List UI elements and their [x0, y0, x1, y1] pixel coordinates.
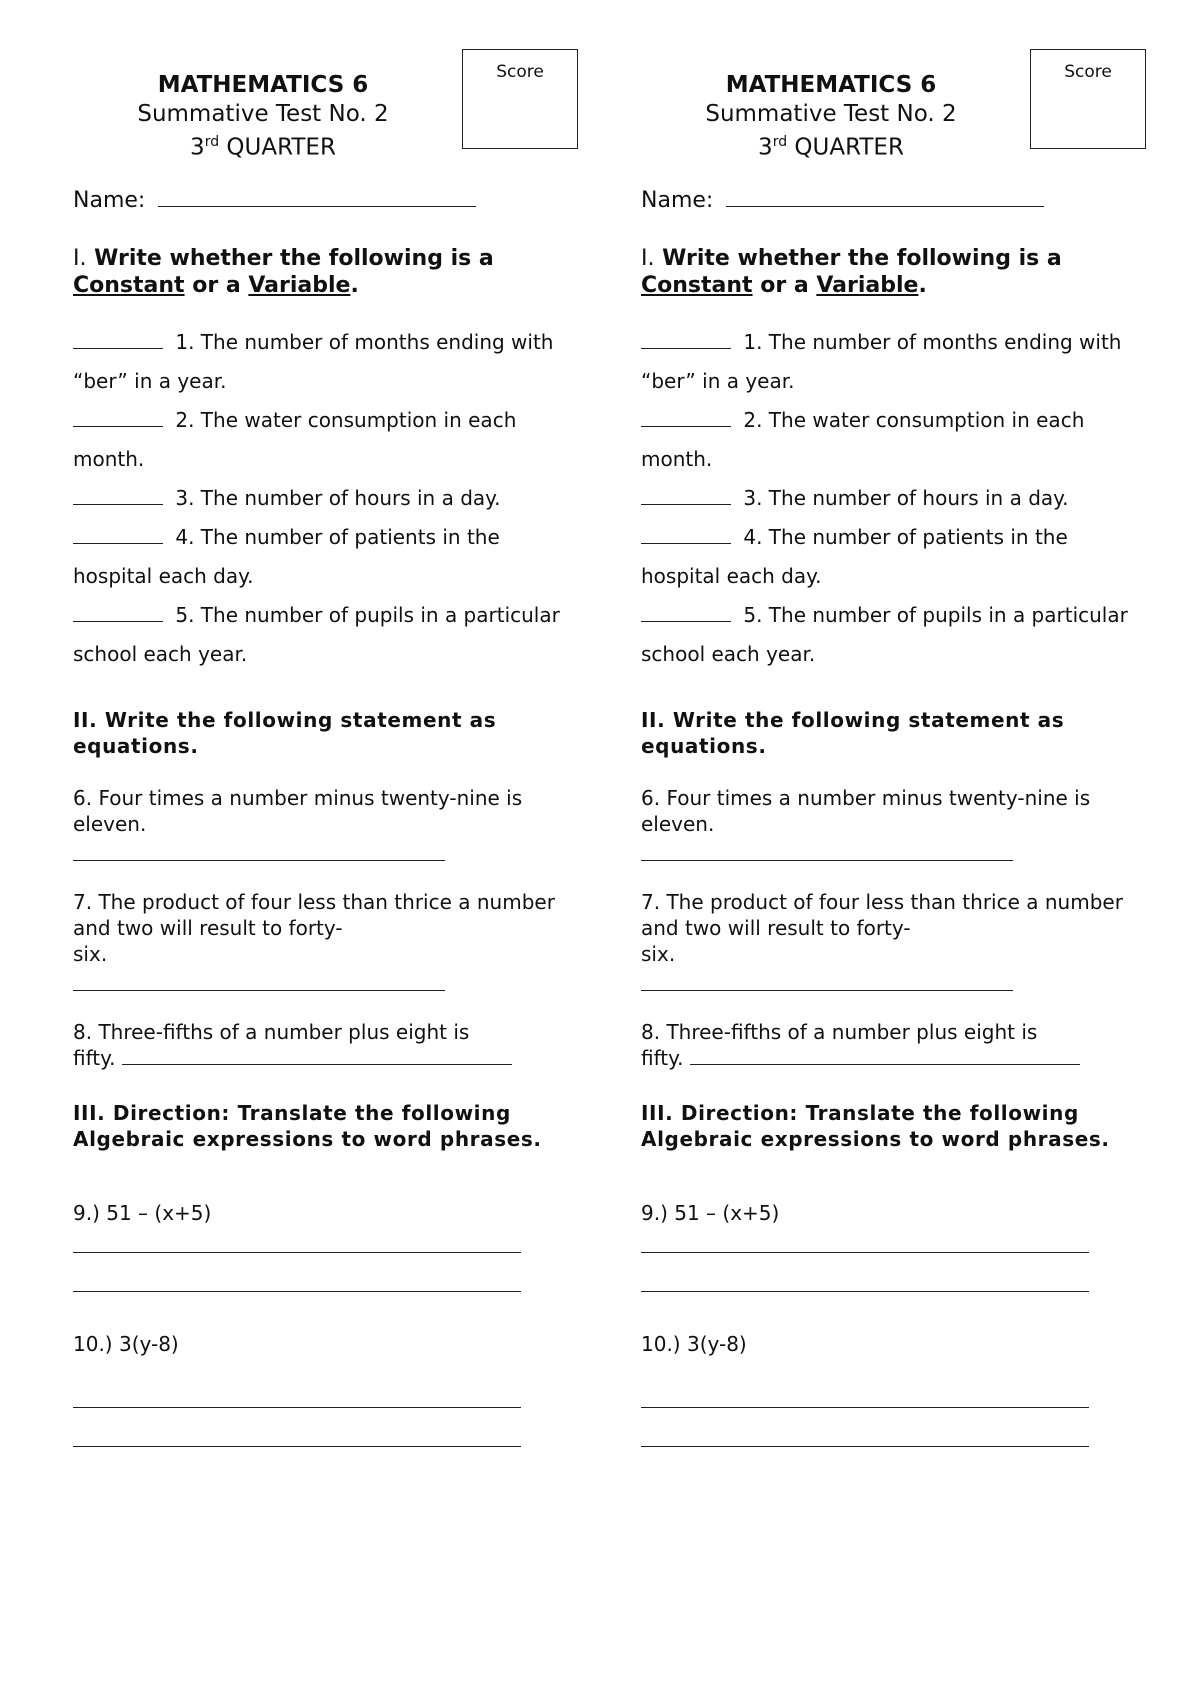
question-9: 9.) 51 – (x+5) [73, 1201, 212, 1225]
answer-line-6[interactable] [73, 860, 445, 861]
test-header [73, 70, 453, 162]
section-3-heading: III. Direction: Translate the following Algebraic expressions to word phrases. [73, 1101, 542, 1151]
list-item: 1. The number of months ending with “ber” in a year. [73, 330, 554, 393]
section-1-heading: I. Write whether the following is a Constant or a Variable. [641, 246, 1062, 298]
question-8: 8. Three-fifths of a number plus eight is fifty. [641, 1019, 1131, 1071]
test-subtitle: Summative Test No. 2 [137, 101, 389, 127]
quarter-label: 3rd QUARTER [190, 134, 336, 161]
answer-blank[interactable] [73, 408, 163, 427]
section-1-items [641, 323, 1131, 674]
list-item: 2. The water consumption in each month. [641, 408, 1085, 471]
answer-blank[interactable] [641, 525, 731, 544]
answer-line-7[interactable] [73, 990, 445, 991]
question-10: 10.) 3(y-8) [641, 1332, 747, 1356]
score-box [462, 49, 578, 149]
test-header [641, 70, 1021, 162]
list-item: 3. The number of hours in a day. [641, 479, 1131, 518]
list-item: 4. The number of patients in the hospital each day. [73, 525, 500, 588]
list-item: 1. The number of months ending with “ber” in a year. [641, 330, 1122, 393]
name-label: Name: [73, 188, 146, 213]
question-9: 9.) 51 – (x+5) [641, 1201, 780, 1225]
list-item: 3. The number of hours in a day. [73, 479, 563, 518]
test-subtitle: Summative Test No. 2 [705, 101, 957, 127]
answer-blank[interactable] [641, 408, 731, 427]
name-blank[interactable] [726, 186, 1044, 207]
section-1-heading: I. Write whether the following is a Constant or a Variable. [73, 246, 494, 298]
list-item: 5. The number of pupils in a particular school each year. [641, 603, 1128, 666]
section-3-heading: III. Direction: Translate the following Algebraic expressions to word phrases. [641, 1101, 1110, 1151]
score-label: Score [496, 62, 544, 82]
answer-line-8[interactable] [690, 1046, 1080, 1065]
answer-line-6[interactable] [641, 860, 1013, 861]
question-7: 7. The product of four less than thrice a number and two will result to forty- six. [73, 890, 555, 966]
answer-line-9b[interactable] [73, 1291, 521, 1292]
subject-title: MATHEMATICS 6 [725, 72, 937, 98]
question-6: 6. Four times a number minus twenty-nine is eleven. [641, 786, 1091, 836]
answer-blank[interactable] [641, 603, 731, 622]
name-row [641, 186, 1044, 213]
question-10: 10.) 3(y-8) [73, 1332, 179, 1356]
answer-blank[interactable] [641, 330, 731, 349]
section-2-heading: II. Write the following statement as equations. [73, 708, 497, 758]
name-blank[interactable] [158, 186, 476, 207]
answer-line-9b[interactable] [641, 1291, 1089, 1292]
answer-blank[interactable] [73, 486, 163, 505]
quarter-label: 3rd QUARTER [758, 134, 904, 161]
answer-line-7[interactable] [641, 990, 1013, 991]
answer-line-10b[interactable] [641, 1446, 1089, 1447]
score-label: Score [1064, 62, 1112, 82]
name-label: Name: [641, 188, 714, 213]
answer-line-9a[interactable] [73, 1252, 521, 1253]
subject-title: MATHEMATICS 6 [157, 72, 369, 98]
answer-blank[interactable] [73, 525, 163, 544]
answer-line-10a[interactable] [641, 1407, 1089, 1408]
section-1-items [73, 323, 563, 674]
question-7: 7. The product of four less than thrice a number and two will result to forty- six. [641, 890, 1123, 966]
answer-blank[interactable] [641, 486, 731, 505]
answer-blank[interactable] [73, 603, 163, 622]
score-box [1030, 49, 1146, 149]
question-8: 8. Three-fifths of a number plus eight is fifty. [73, 1019, 563, 1071]
list-item: 2. The water consumption in each month. [73, 408, 517, 471]
answer-line-10a[interactable] [73, 1407, 521, 1408]
answer-blank[interactable] [73, 330, 163, 349]
answer-line-10b[interactable] [73, 1446, 521, 1447]
name-row [73, 186, 476, 213]
list-item: 5. The number of pupils in a particular school each year. [73, 603, 560, 666]
section-2-heading: II. Write the following statement as equations. [641, 708, 1065, 758]
answer-line-9a[interactable] [641, 1252, 1089, 1253]
list-item: 4. The number of patients in the hospital each day. [641, 525, 1068, 588]
question-6: 6. Four times a number minus twenty-nine is eleven. [73, 786, 523, 836]
answer-line-8[interactable] [122, 1046, 512, 1065]
